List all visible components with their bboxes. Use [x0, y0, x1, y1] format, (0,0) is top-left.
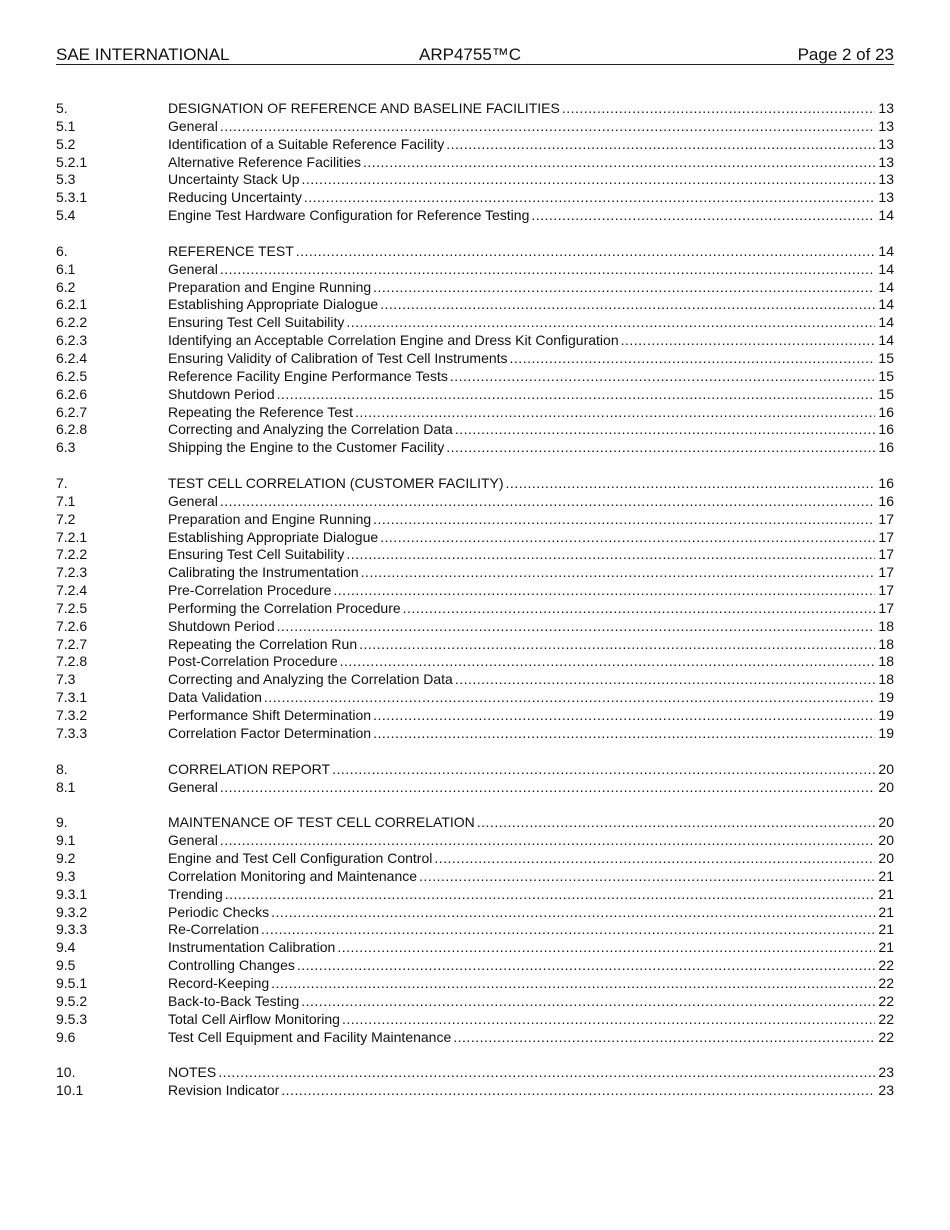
- toc-entry[interactable]: [56, 850, 894, 868]
- toc-entry-title[interactable]: Periodic Checks: [168, 903, 270, 920]
- toc-entry-number: 6.1: [56, 260, 76, 277]
- toc-entry[interactable]: [56, 421, 894, 439]
- toc-entry[interactable]: [56, 475, 894, 493]
- toc-dot-leader: [621, 332, 876, 350]
- toc-entry-page[interactable]: 21: [878, 939, 894, 956]
- toc-entry-title[interactable]: Controlling Changes: [168, 957, 295, 974]
- toc-entry-number: 5.: [56, 100, 68, 116]
- toc-entry-number: 10.: [56, 1064, 76, 1081]
- toc-entry[interactable]: [56, 582, 894, 600]
- toc-entry-number: 7.2.4: [56, 582, 88, 599]
- header-document-id: ARP4755™C: [419, 45, 522, 64]
- toc-entry-title[interactable]: Back-to-Back Testing: [168, 992, 300, 1009]
- toc-section: [56, 100, 894, 225]
- toc-entry-number: 5.1: [56, 117, 76, 134]
- toc-entry-title[interactable]: Performing the Correlation Procedure: [168, 599, 401, 616]
- toc-entry-page[interactable]: 18: [878, 653, 894, 670]
- toc-entry-page[interactable]: 23: [878, 1082, 894, 1099]
- toc-dot-leader: [455, 671, 876, 689]
- toc-entry-number: 7.2.2: [56, 546, 88, 563]
- toc-entry[interactable]: [56, 314, 894, 332]
- toc-entry-title[interactable]: Identification of a Suitable Reference Facility: [168, 135, 445, 152]
- toc-dot-leader: [355, 404, 875, 422]
- toc-entry-page[interactable]: 22: [878, 1010, 894, 1027]
- toc-entry-number: 7.2.1: [56, 528, 88, 545]
- toc-dot-leader: [562, 100, 876, 118]
- toc-dot-leader: [271, 975, 875, 993]
- toc-entry-number: 7.2.7: [56, 635, 88, 652]
- toc-entry-number: 7.2: [56, 510, 76, 527]
- toc-entry-title[interactable]: Repeating the Reference Test: [168, 403, 353, 420]
- toc-entry[interactable]: [56, 439, 894, 457]
- toc-dot-leader: [281, 1082, 875, 1100]
- toc-dot-leader: [337, 939, 875, 957]
- toc-entry-number: 6.2.5: [56, 367, 88, 384]
- toc-entry-number: 7.2.5: [56, 599, 88, 616]
- toc-entry-page[interactable]: 18: [878, 671, 894, 688]
- toc-dot-leader: [264, 689, 876, 707]
- toc-entry-page[interactable]: 19: [878, 724, 894, 741]
- toc-entry[interactable]: [56, 136, 894, 154]
- toc-entry-title[interactable]: NOTES: [168, 1064, 217, 1081]
- toc-entry-title[interactable]: Shutdown Period: [168, 617, 275, 634]
- toc-entry[interactable]: [56, 1011, 894, 1029]
- toc-entry[interactable]: [56, 725, 894, 743]
- toc-entry-number: 7.3.2: [56, 707, 88, 723]
- header-organization: SAE INTERNATIONAL: [56, 45, 230, 64]
- toc-entry-number: 5.3.1: [56, 189, 88, 206]
- toc-entry-page[interactable]: 17: [878, 546, 894, 563]
- toc-dot-leader: [261, 921, 875, 939]
- toc-entry-number: 8.1: [56, 778, 76, 795]
- toc-dot-leader: [218, 1064, 875, 1082]
- toc-dot-leader: [304, 189, 876, 207]
- toc-entry-page[interactable]: 22: [878, 957, 894, 974]
- toc-dot-leader: [477, 814, 876, 832]
- toc-entry[interactable]: [56, 868, 894, 886]
- toc-entry-page[interactable]: 13: [878, 135, 894, 152]
- toc-entry-number: 7.3.3: [56, 724, 88, 741]
- toc-dot-leader: [373, 511, 875, 529]
- toc-entry[interactable]: [56, 1082, 894, 1100]
- toc-entry-page[interactable]: 19: [878, 689, 894, 706]
- toc-entry-title[interactable]: Correcting and Analyzing the Correlation Data: [168, 421, 453, 438]
- toc-entry[interactable]: [56, 779, 894, 797]
- toc-dot-leader: [363, 154, 875, 172]
- toc-entry-number: 5.2.1: [56, 153, 88, 170]
- toc-entry-page[interactable]: 17: [878, 528, 894, 545]
- toc-entry[interactable]: [56, 921, 894, 939]
- toc-entry-title[interactable]: Pre-Correlation Procedure: [168, 582, 332, 599]
- toc-entry-title[interactable]: Establishing Appropriate Dialogue: [168, 296, 379, 313]
- toc-entry[interactable]: [56, 546, 894, 564]
- toc-entry-page[interactable]: 23: [878, 1064, 894, 1081]
- toc-entry-title[interactable]: General: [168, 260, 218, 277]
- toc-entry-number: 9.3.1: [56, 885, 88, 902]
- toc-entry-number: 9.3.3: [56, 921, 88, 938]
- toc-entry-title[interactable]: General: [168, 492, 218, 509]
- toc-entry-number: 9.: [56, 814, 68, 831]
- toc-entry-title[interactable]: Post-Correlation Procedure: [168, 653, 338, 670]
- toc-entry-page[interactable]: 13: [878, 100, 894, 116]
- toc-entry-title[interactable]: Calibrating the Instrumentation: [168, 564, 359, 581]
- toc-dot-leader: [225, 886, 876, 904]
- toc-entry-page[interactable]: 13: [878, 117, 894, 134]
- toc-entry-number: 7.: [56, 475, 68, 492]
- toc-entry-page[interactable]: 21: [878, 903, 894, 920]
- toc-dot-leader: [302, 171, 876, 189]
- toc-dot-leader: [220, 118, 876, 136]
- toc-entry[interactable]: [56, 689, 894, 707]
- toc-entry-title[interactable]: Ensuring Test Cell Suitability: [168, 314, 345, 331]
- toc-entry[interactable]: [56, 886, 894, 904]
- toc-entry-number: 6.3: [56, 439, 76, 456]
- toc-entry[interactable]: [56, 404, 894, 422]
- toc-dot-leader: [346, 546, 875, 564]
- toc-dot-leader: [332, 761, 875, 779]
- toc-entry-page[interactable]: 20: [878, 832, 894, 849]
- toc-entry-number: 9.6: [56, 1028, 76, 1045]
- toc-entry[interactable]: [56, 904, 894, 922]
- toc-entry-title[interactable]: CORRELATION REPORT: [168, 760, 331, 777]
- toc-dot-leader: [455, 421, 876, 439]
- toc-entry-page[interactable]: 14: [878, 296, 894, 313]
- toc-entry[interactable]: [56, 207, 894, 225]
- toc-entry-page[interactable]: 18: [878, 617, 894, 634]
- toc-entry-title[interactable]: Reference Facility Engine Performance Tests: [168, 367, 448, 384]
- toc-entry-title[interactable]: Correlation Monitoring and Maintenance: [168, 867, 418, 884]
- toc-entry-number: 7.3.1: [56, 689, 88, 706]
- toc-entry-number: 9.5.3: [56, 1010, 88, 1027]
- toc-entry-title[interactable]: REFERENCE TEST: [168, 242, 294, 259]
- toc-section: [56, 1064, 894, 1100]
- toc-entry-page[interactable]: 16: [878, 492, 894, 509]
- toc-entry[interactable]: [56, 618, 894, 636]
- toc-entry[interactable]: [56, 189, 894, 207]
- toc-entry-title[interactable]: Identifying an Acceptable Correlation Engine and Dress Kit Configuration: [168, 332, 619, 349]
- toc-dot-leader: [277, 618, 876, 636]
- toc-entry-title[interactable]: Data Validation: [168, 689, 262, 706]
- toc-entry[interactable]: [56, 600, 894, 618]
- toc-dot-leader: [342, 1011, 875, 1029]
- toc-entry-title[interactable]: Establishing Appropriate Dialogue: [168, 528, 379, 545]
- toc-section: [56, 761, 894, 797]
- toc-dot-leader: [380, 296, 875, 314]
- toc-section: [56, 243, 894, 457]
- toc-entry[interactable]: [56, 832, 894, 850]
- toc-dot-leader: [346, 314, 875, 332]
- toc-section: [56, 475, 894, 743]
- toc-entry-page[interactable]: 14: [878, 242, 894, 259]
- toc-entry[interactable]: [56, 814, 894, 832]
- toc-entry-number: 10.1: [56, 1082, 84, 1099]
- toc-entry-page[interactable]: 21: [878, 867, 894, 884]
- toc-entry-title[interactable]: TEST CELL CORRELATION (CUSTOMER FACILITY): [168, 475, 504, 492]
- table-of-contents: [56, 100, 894, 1118]
- toc-entry-number: 7.3: [56, 671, 76, 688]
- toc-entry-title[interactable]: General: [168, 832, 218, 849]
- toc-entry-page[interactable]: 14: [878, 260, 894, 277]
- toc-entry-number: 6.2.7: [56, 403, 88, 420]
- toc-entry-title[interactable]: Ensuring Test Cell Suitability: [168, 546, 345, 563]
- toc-entry-title[interactable]: Record-Keeping: [168, 974, 270, 991]
- toc-entry-title[interactable]: Total Cell Airflow Monitoring: [168, 1010, 340, 1027]
- toc-entry[interactable]: [56, 118, 894, 136]
- toc-dot-leader: [220, 779, 876, 797]
- toc-dot-leader: [361, 564, 876, 582]
- toc-dot-leader: [450, 368, 876, 386]
- page-header: [56, 42, 894, 65]
- toc-dot-leader: [333, 582, 875, 600]
- toc-entry[interactable]: [56, 511, 894, 529]
- toc-entry-page[interactable]: 16: [878, 475, 894, 492]
- toc-entry-number: 9.5: [56, 957, 76, 974]
- toc-entry-title[interactable]: Correcting and Analyzing the Correlation Data: [168, 671, 453, 688]
- toc-dot-leader: [373, 725, 875, 743]
- toc-entry-title[interactable]: Ensuring Validity of Calibration of Test Cell Instruments: [168, 349, 508, 366]
- toc-dot-leader: [297, 957, 876, 975]
- toc-entry[interactable]: [56, 564, 894, 582]
- toc-dot-leader: [403, 600, 876, 618]
- toc-entry-title[interactable]: Trending: [168, 885, 223, 902]
- toc-entry-number: 9.1: [56, 832, 76, 849]
- toc-dot-leader: [373, 707, 875, 725]
- toc-entry-title[interactable]: General: [168, 117, 218, 134]
- toc-entry[interactable]: [56, 332, 894, 350]
- toc-entry-page[interactable]: 14: [878, 314, 894, 331]
- toc-dot-leader: [380, 529, 875, 547]
- toc-entry-number: 6.: [56, 242, 68, 259]
- toc-dot-leader: [419, 868, 875, 886]
- toc-entry-page[interactable]: 20: [878, 850, 894, 867]
- toc-entry-page[interactable]: 17: [878, 510, 894, 527]
- toc-entry[interactable]: [56, 350, 894, 368]
- toc-entry-title[interactable]: General: [168, 778, 218, 795]
- toc-entry-number: 7.2.6: [56, 617, 88, 634]
- toc-entry-page[interactable]: 20: [878, 778, 894, 795]
- toc-dot-leader: [220, 832, 876, 850]
- toc-dot-leader: [277, 386, 876, 404]
- toc-entry[interactable]: [56, 761, 894, 779]
- toc-entry-title[interactable]: Preparation and Engine Running: [168, 510, 372, 527]
- toc-entry-title[interactable]: Correlation Factor Determination: [168, 724, 372, 741]
- toc-entry-number: 5.3: [56, 171, 76, 188]
- toc-entry-number: 5.4: [56, 207, 76, 224]
- toc-entry-number: 7.2.3: [56, 564, 88, 581]
- toc-entry-number: 9.5.2: [56, 992, 88, 1009]
- toc-entry[interactable]: [56, 100, 894, 118]
- toc-entry[interactable]: [56, 957, 894, 975]
- toc-entry[interactable]: [56, 939, 894, 957]
- toc-entry-title[interactable]: Alternative Reference Facilities: [168, 153, 361, 170]
- toc-dot-leader: [446, 136, 875, 154]
- toc-entry[interactable]: [56, 993, 894, 1011]
- toc-entry[interactable]: [56, 975, 894, 993]
- toc-entry-title[interactable]: Preparation and Engine Running: [168, 278, 372, 295]
- toc-entry[interactable]: [56, 296, 894, 314]
- toc-entry-title[interactable]: MAINTENANCE OF TEST CELL CORRELATION: [168, 814, 475, 831]
- toc-entry[interactable]: [56, 1029, 894, 1047]
- toc-entry-page[interactable]: 20: [878, 814, 894, 831]
- toc-entry-title[interactable]: Revision Indicator: [168, 1082, 280, 1099]
- header-page-number: Page 2 of 23: [797, 45, 894, 64]
- toc-entry-page[interactable]: 13: [878, 171, 894, 188]
- toc-entry[interactable]: [56, 261, 894, 279]
- toc-entry[interactable]: [56, 243, 894, 261]
- toc-entry[interactable]: [56, 279, 894, 297]
- toc-entry-number: 6.2.6: [56, 385, 88, 402]
- toc-entry-page[interactable]: 22: [878, 1028, 894, 1045]
- toc-dot-leader: [271, 904, 875, 922]
- toc-dot-leader: [296, 243, 876, 261]
- toc-entry-number: 7.1: [56, 492, 76, 509]
- toc-entry[interactable]: [56, 636, 894, 654]
- toc-dot-leader: [506, 475, 876, 493]
- toc-entry-page[interactable]: 21: [878, 885, 894, 902]
- toc-entry-page[interactable]: 13: [878, 153, 894, 170]
- toc-entry-page[interactable]: 17: [878, 582, 894, 599]
- toc-dot-leader: [359, 636, 875, 654]
- toc-entry[interactable]: [56, 707, 894, 725]
- toc-entry-number: 9.2: [56, 850, 76, 867]
- toc-entry-title[interactable]: Test Cell Equipment and Facility Maintenance: [168, 1028, 452, 1045]
- toc-entry[interactable]: [56, 386, 894, 404]
- toc-entry-page[interactable]: 16: [878, 421, 894, 438]
- toc-entry-title[interactable]: Re-Correlation: [168, 921, 260, 938]
- toc-entry-page[interactable]: 19: [878, 707, 894, 723]
- toc-entry[interactable]: [56, 671, 894, 689]
- toc-entry-page[interactable]: 16: [878, 439, 894, 456]
- toc-entry[interactable]: [56, 154, 894, 172]
- toc-entry-page[interactable]: 14: [878, 207, 894, 224]
- toc-entry-number: 9.5.1: [56, 974, 88, 991]
- toc-entry-page[interactable]: 18: [878, 635, 894, 652]
- toc-dot-leader: [340, 653, 876, 671]
- toc-entry-page[interactable]: 15: [878, 385, 894, 402]
- toc-dot-leader: [301, 993, 875, 1011]
- toc-entry-page[interactable]: 20: [878, 760, 894, 777]
- toc-entry-title[interactable]: Reducing Uncertainty: [168, 189, 302, 206]
- toc-entry[interactable]: [56, 529, 894, 547]
- toc-entry-title[interactable]: Uncertainty Stack Up: [168, 171, 300, 188]
- toc-entry-page[interactable]: 22: [878, 992, 894, 1009]
- toc-entry-title[interactable]: Instrumentation Calibration: [168, 939, 336, 956]
- toc-dot-leader: [220, 261, 876, 279]
- toc-dot-leader: [373, 279, 875, 297]
- toc-entry-page[interactable]: 15: [878, 349, 894, 366]
- toc-entry[interactable]: [56, 368, 894, 386]
- toc-entry[interactable]: [56, 171, 894, 189]
- toc-entry-page[interactable]: 14: [878, 332, 894, 349]
- toc-entry-title[interactable]: DESIGNATION OF REFERENCE AND BASELINE FACILITIES: [168, 100, 560, 116]
- toc-entry-page[interactable]: 21: [878, 921, 894, 938]
- toc-entry-page[interactable]: 17: [878, 564, 894, 581]
- toc-dot-leader: [510, 350, 876, 368]
- toc-entry-title[interactable]: Engine and Test Cell Configuration Control: [168, 850, 433, 867]
- toc-entry-number: 5.2: [56, 135, 76, 152]
- toc-entry-title[interactable]: Engine Test Hardware Configuration for Reference Testing: [168, 207, 530, 224]
- toc-entry[interactable]: [56, 493, 894, 511]
- toc-dot-leader: [220, 493, 876, 511]
- toc-entry-number: 8.: [56, 760, 68, 777]
- toc-entry-title[interactable]: Shipping the Engine to the Customer Facility: [168, 439, 445, 456]
- toc-entry-number: 6.2: [56, 278, 76, 295]
- toc-entry-number: 6.2.4: [56, 349, 88, 366]
- toc-entry-number: 9.3.2: [56, 903, 88, 920]
- toc-entry-title[interactable]: Shutdown Period: [168, 385, 275, 402]
- toc-entry-number: 6.2.2: [56, 314, 88, 331]
- toc-entry-number: 7.2.8: [56, 653, 88, 670]
- toc-entry-page[interactable]: 14: [878, 278, 894, 295]
- toc-dot-leader: [531, 207, 875, 225]
- toc-entry-page[interactable]: 17: [878, 599, 894, 616]
- toc-entry-number: 9.4: [56, 939, 76, 956]
- toc-dot-leader: [453, 1029, 875, 1047]
- toc-entry-page[interactable]: 13: [878, 189, 894, 206]
- toc-dot-leader: [446, 439, 875, 457]
- toc-dot-leader: [434, 850, 875, 868]
- toc-entry-number: 9.3: [56, 867, 76, 884]
- toc-section: [56, 814, 894, 1046]
- toc-entry-number: 6.2.8: [56, 421, 88, 438]
- toc-entry-page[interactable]: 15: [878, 367, 894, 384]
- toc-entry-number: 6.2.1: [56, 296, 88, 313]
- toc-entry[interactable]: [56, 653, 894, 671]
- toc-entry-title[interactable]: Repeating the Correlation Run: [168, 635, 358, 652]
- toc-entry-number: 6.2.3: [56, 332, 88, 349]
- toc-entry[interactable]: [56, 1064, 894, 1082]
- toc-entry-page[interactable]: 16: [878, 403, 894, 420]
- toc-entry-title[interactable]: Performance Shift Determination: [168, 707, 372, 723]
- toc-entry-page[interactable]: 22: [878, 974, 894, 991]
